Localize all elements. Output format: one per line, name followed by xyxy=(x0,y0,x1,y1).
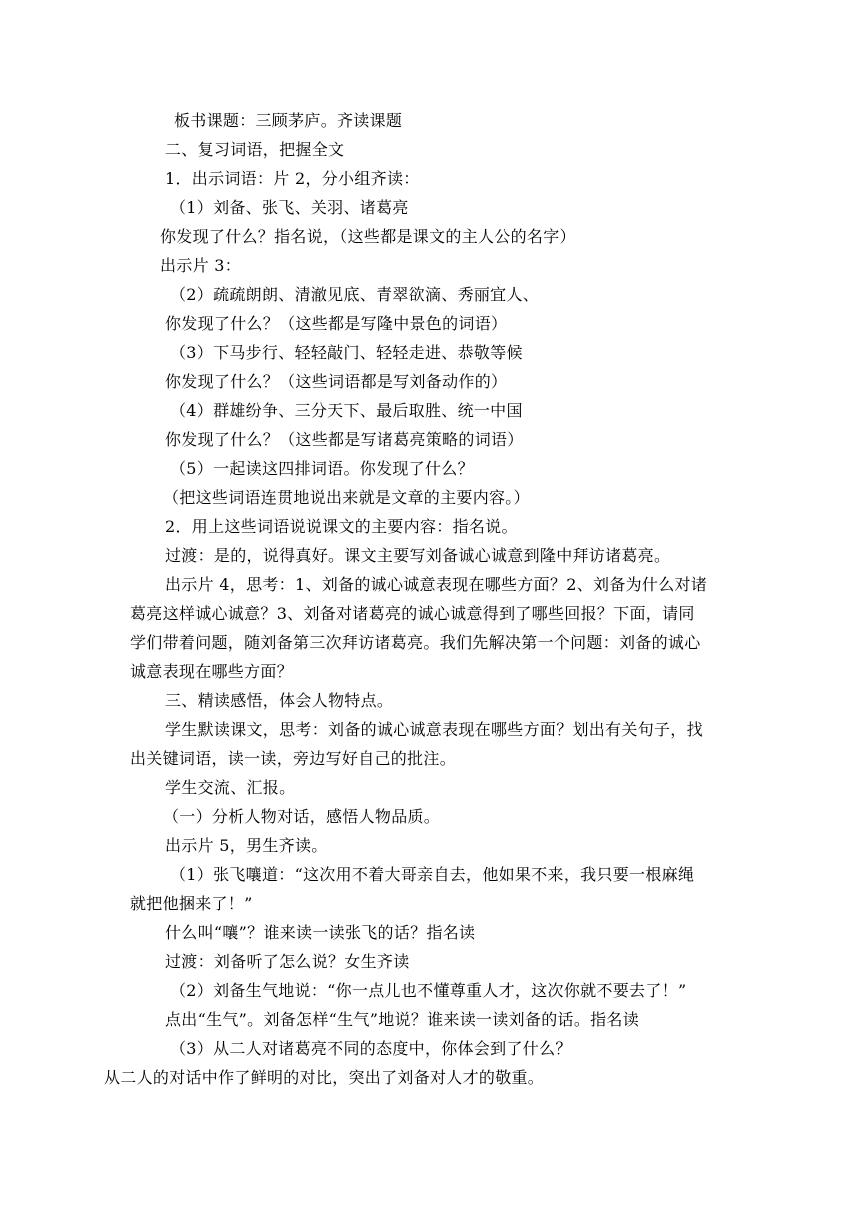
text-line: （2）刘备生气地说：“你一点儿也不懂尊重人才，这次你就不要去了！” xyxy=(170,981,687,1000)
text-line: 学生默读课文，思考：刘备的诚心诚意表现在哪些方面？划出有关句子，找 xyxy=(165,720,703,739)
section-heading: 三、精读感悟，体会人物特点。 xyxy=(165,691,394,710)
text-line: （4）群雄纷争、三分天下、最后取胜、统一中国 xyxy=(170,401,523,420)
text-line: （1）张飞嚷道：“这次用不着大哥亲自去，他如果不来，我只要一根麻绳 xyxy=(170,865,695,884)
section-heading: 二、复习词语，把握全文 xyxy=(165,140,345,159)
text-line: 你发现了什么？（这些都是写隆中景色的词语） xyxy=(165,314,508,333)
text-line: （把这些词语连贯地说出来就是文章的主要内容。） xyxy=(163,488,530,507)
text-line: 你发现了什么？指名说，（这些都是课文的主人公的名字） xyxy=(160,227,576,246)
text-line: （一）分析人物对话，感悟人物品质。 xyxy=(163,807,441,826)
text-line: 学们带着问题，随刘备第三次拜访诸葛亮。我们先解决第一个问题：刘备的诚心 xyxy=(130,633,701,652)
text-line: 过渡：刘备听了怎么说？女生齐读 xyxy=(165,952,410,971)
text-line: 点出“生气”。刘备怎样“生气”地说？谁来读一读刘备的话。指名读 xyxy=(165,1010,640,1029)
text-line: 出关键词语，读一读，旁边写好自己的批注。 xyxy=(130,749,457,768)
text-line: 从二人的对话中作了鲜明的对比，突出了刘备对人才的敬重。 xyxy=(104,1068,545,1087)
text-line: 什么叫“嚷”？谁来读一读张飞的话？指名读 xyxy=(165,923,476,942)
text-line: （3）从二人对诸葛亮不同的态度中，你体会到了什么？ xyxy=(170,1039,572,1058)
text-line: （5）一起读这四排词语。你发现了什么？ xyxy=(170,459,474,478)
text-line: 就把他捆来了！” xyxy=(130,894,253,913)
text-line: 你发现了什么？（这些词语都是写刘备动作的） xyxy=(165,372,508,391)
text-line: 出示片 3： xyxy=(160,256,242,275)
text-line: 诚意表现在哪些方面？ xyxy=(130,662,294,681)
text-line: 学生交流、汇报。 xyxy=(165,778,296,797)
text-line: 板书课题：三顾茅庐。齐读课题 xyxy=(174,111,403,130)
text-line: 过渡：是的，说得真好。课文主要写刘备诚心诚意到隆中拜访诸葛亮。 xyxy=(165,546,671,565)
text-line: （3）下马步行、轻轻敲门、轻轻走进、恭敬等候 xyxy=(170,343,523,362)
text-line: 你发现了什么？（这些都是写诸葛亮策略的词语） xyxy=(165,430,524,449)
text-line: （1）刘备、张飞、关羽、诸葛亮 xyxy=(170,198,409,217)
text-line: （2）疏疏朗朗、清澈见底、青翠欲滴、秀丽宜人、 xyxy=(170,285,540,304)
text-line: 1．出示词语：片 2，分小组齐读： xyxy=(165,169,420,188)
text-line: 2．用上这些词语说说课文的主要内容：指名说。 xyxy=(165,517,518,536)
text-line: 出示片 5，男生齐读。 xyxy=(165,836,328,855)
text-line: 葛亮这样诚心诚意？3、刘备对诸葛亮的诚心诚意得到了哪些回报？下面，请同 xyxy=(130,604,695,623)
text-line: 出示片 4，思考：1、刘备的诚心诚意表现在哪些方面？2、刘备为什么对诸 xyxy=(165,575,708,594)
